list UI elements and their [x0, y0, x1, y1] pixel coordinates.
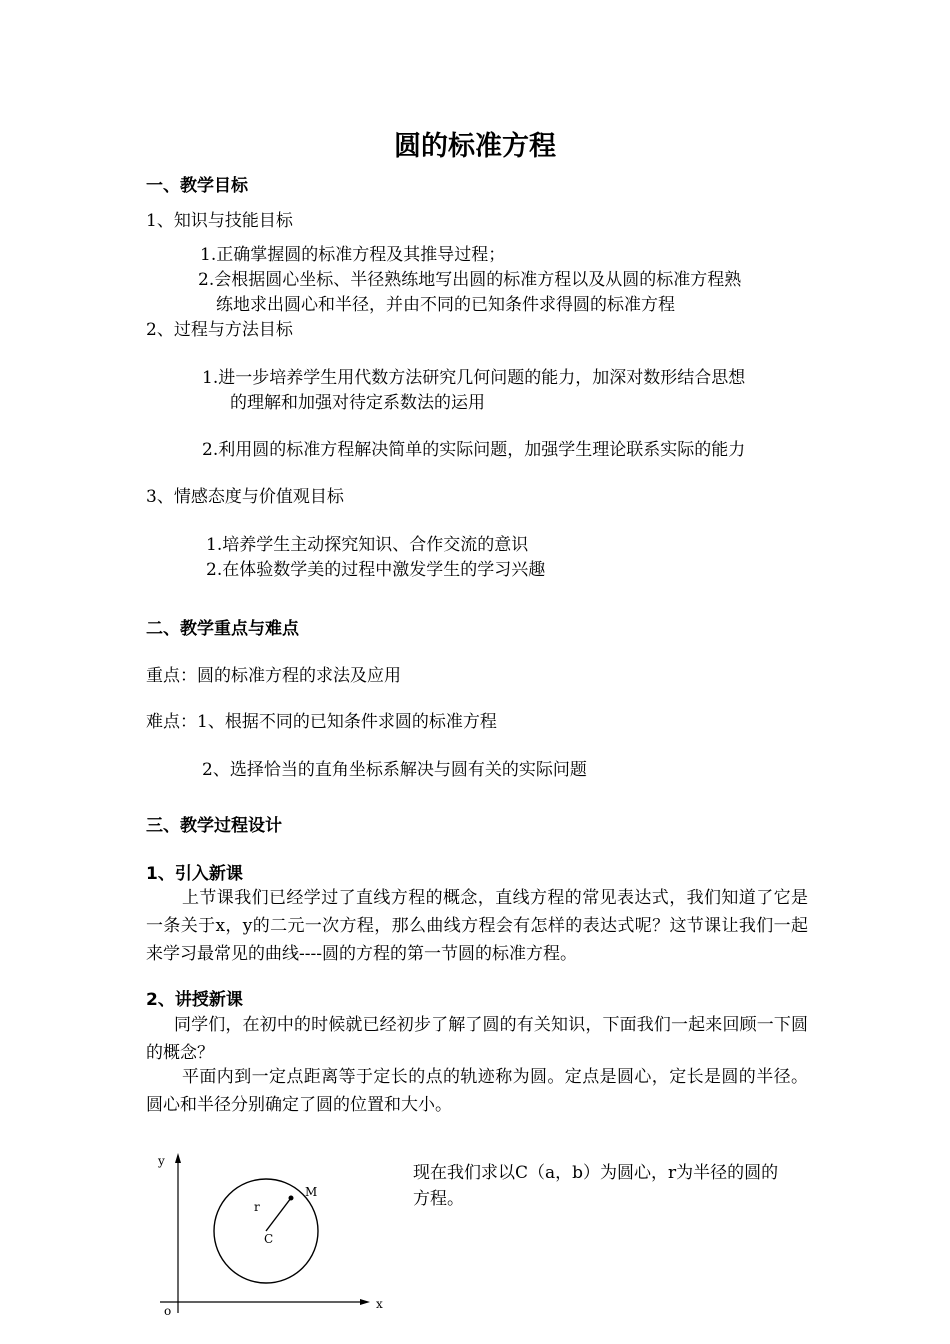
- radius-line: [266, 1198, 291, 1231]
- section-heading-process: 三、教学过程设计: [146, 816, 282, 836]
- coordinate-circle-figure: [140, 1145, 400, 1325]
- list-item: 2.会根据圆心坐标、半径熟练地写出圆的标准方程以及从圆的标准方程熟: [198, 270, 742, 290]
- figure-caption-line: 方程。: [413, 1189, 464, 1209]
- list-item-continuation: 练地求出圆心和半径，并由不同的已知条件求得圆的标准方程: [216, 295, 675, 315]
- radius-label: r: [254, 1200, 260, 1214]
- list-item: 2.利用圆的标准方程解决简单的实际问题，加强学生理论联系实际的能力: [202, 440, 746, 460]
- list-item: 2.在体验数学美的过程中激发学生的学习兴趣: [206, 560, 546, 580]
- y-axis-arrow-icon: [175, 1153, 181, 1163]
- center-label: C: [264, 1232, 274, 1246]
- circle-definition-paragraph: 平面内到一定点距离等于定长的点的轨迹称为圆。定点是圆心，定长是圆的半径。圆心和半径分别确定了圆的位置和大小。: [146, 1067, 808, 1115]
- difficulty-text: 2、选择恰当的直角坐标系解决与圆有关的实际问题: [202, 760, 587, 780]
- figure-caption-line: 现在我们求以C（a，b）为圆心，r为半径的圆的: [413, 1163, 779, 1183]
- list-item-continuation: 的理解和加强对待定系数法的运用: [230, 393, 485, 413]
- section-heading-key-points: 二、教学重点与难点: [146, 619, 299, 639]
- intro-paragraph: 上节课我们已经学过了直线方程的概念，直线方程的常见表达式，我们知道了它是一条关于x，y的二元一次方程，那么曲线方程会有怎样的表达式呢？这节课让我们一起来学习最常见的曲线----圆的方程的第一节圆的标准方程。: [146, 888, 808, 964]
- step-heading-intro: 1、引入新课: [146, 864, 243, 884]
- subheading-process: 2、过程与方法目标: [146, 320, 293, 340]
- point-m-marker: [289, 1196, 294, 1201]
- difficulty-text: 难点：1、根据不同的已知条件求圆的标准方程: [146, 712, 497, 732]
- list-item: 1.培养学生主动探究知识、合作交流的意识: [206, 535, 529, 555]
- x-axis-arrow-icon: [360, 1299, 370, 1305]
- subheading-knowledge: 1、知识与技能目标: [146, 211, 293, 231]
- point-label: M: [305, 1185, 318, 1199]
- list-item: 1.正确掌握圆的标准方程及其推导过程；: [200, 245, 506, 265]
- list-item: 1.进一步培养学生用代数方法研究几何问题的能力，加深对数形结合思想: [202, 368, 746, 388]
- lecture-paragraph: 同学们，在初中的时候就已经初步了解了圆的有关知识，下面我们一起来回顾一下圆的概念？: [146, 1015, 808, 1063]
- x-axis-label: x: [376, 1297, 383, 1311]
- subheading-attitude: 3、情感态度与价值观目标: [146, 487, 344, 507]
- origin-label: o: [164, 1304, 172, 1318]
- y-axis-label: y: [158, 1154, 165, 1168]
- key-point-text: 重点：圆的标准方程的求法及应用: [146, 666, 401, 686]
- step-heading-lecture: 2、讲授新课: [146, 990, 243, 1010]
- section-heading-goals: 一、教学目标: [146, 176, 248, 196]
- page-title: 圆的标准方程: [394, 131, 556, 162]
